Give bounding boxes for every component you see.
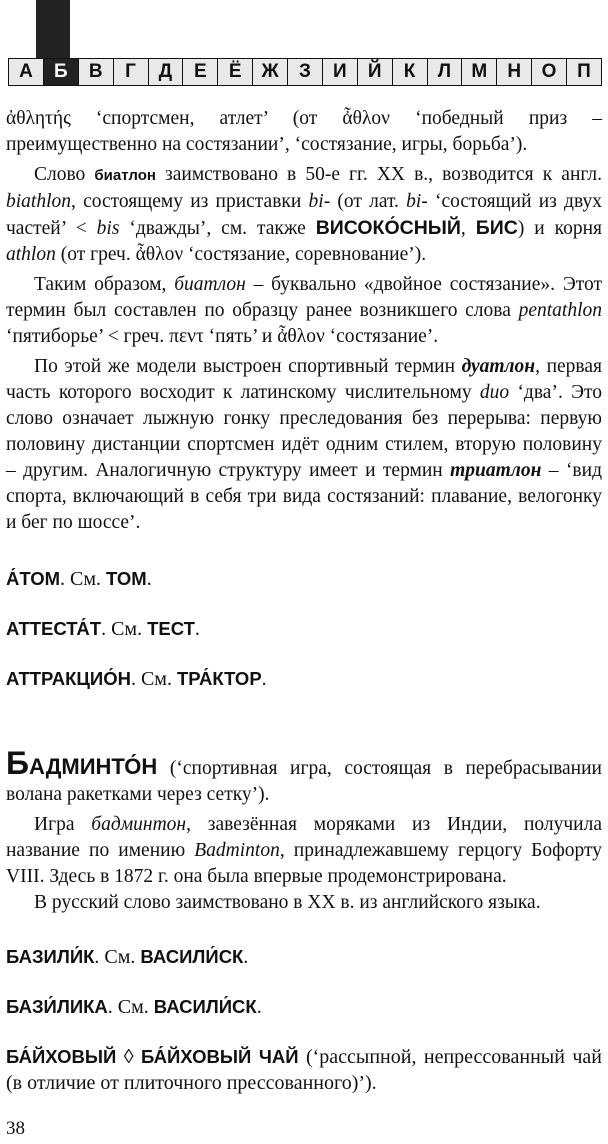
- text: Таким образом,: [34, 274, 175, 295]
- text: , завезённая моряками из Индии, получила название по имению: [6, 814, 602, 861]
- alphabet-letter: О: [532, 59, 567, 85]
- italic-word: бадминтон: [91, 814, 187, 835]
- text: ) и корня: [517, 218, 603, 239]
- entry-atom: [6, 566, 602, 592]
- entry-headword: БАЗИЛИ́К: [6, 946, 95, 967]
- cross-reference: БИС: [475, 217, 518, 239]
- foreign-word: duo: [479, 382, 510, 403]
- alphabet-letter: Й: [358, 59, 393, 85]
- alphabet-letter: З: [288, 59, 323, 85]
- entry-headword: БА́ЙХОВЫЙ: [6, 1046, 117, 1067]
- paragraph-badminton-origin: [6, 812, 602, 890]
- entry-definition: (‘рассыпной, непрессованный чай (в отличие от плиточного прессованного)’).: [6, 1046, 602, 1094]
- paragraph-biathlon-origin: [6, 162, 602, 268]
- entry-bazilik: [6, 944, 602, 970]
- foreign-word: athlon: [6, 244, 56, 265]
- cross-reference: ТОМ: [106, 568, 147, 589]
- text: .: [243, 946, 249, 968]
- text: .: [194, 618, 200, 640]
- alphabet-letter: Г: [114, 59, 149, 85]
- phrase-separator: ◊: [116, 1046, 142, 1068]
- cross-reference: ВИСОКО́СНЫЙ: [315, 217, 461, 239]
- entry-definition: (‘спортивная игра, состоящая в перебрасывании волана ракетками через сетку’).: [6, 758, 602, 805]
- foreign-word: pentathlon: [518, 300, 602, 321]
- entry-headword: БАЗИ́ЛИКА: [6, 996, 108, 1017]
- text: . См.: [101, 618, 148, 640]
- entry-headword: АТТРАКЦИО́Н: [6, 668, 131, 689]
- alphabet-letter: Д: [149, 59, 184, 85]
- text: .: [146, 568, 152, 590]
- text: По этой же модели выстроен спортивный термин: [34, 356, 462, 377]
- active-letter-tab: [36, 0, 70, 60]
- text: ‘пятиборье’ < греч. πεντ ‘пять’ и ἆθλον ‘состязание’.: [6, 326, 439, 347]
- text: , состоящему из приставки: [71, 191, 309, 212]
- term-biathlon: биатлон: [94, 167, 156, 184]
- foreign-word: bis: [96, 218, 120, 239]
- cross-reference: ВАСИЛИ́СК: [140, 946, 244, 967]
- alphabet-letter: К: [393, 59, 428, 85]
- text: , принадлежавшему герцогу Бофорту VIII. Здесь в 1872 г. она была впервые продемонстрирована.: [6, 840, 602, 887]
- entry-attraktsion: [6, 666, 602, 692]
- entry-attestat: [6, 616, 602, 642]
- text: . См.: [107, 996, 154, 1018]
- text: . См.: [60, 568, 107, 590]
- alphabet-letter: Ё: [218, 59, 253, 85]
- italic-word: биатлон: [174, 274, 246, 295]
- alphabet-letter: Л: [428, 59, 463, 85]
- foreign-word: bi-: [308, 191, 331, 212]
- paragraph-biathlon-meaning: [6, 272, 602, 350]
- cross-reference: ТЕСТ: [147, 618, 195, 639]
- page-number: 38: [6, 1118, 25, 1139]
- entry-headword: АДМИНТО́Н: [29, 754, 158, 779]
- alphabet-letter: А: [9, 59, 44, 85]
- text: ‘два’. Это слово означает лыжную гонку преследования без перерыва: первую половину дистанции спортсмен идёт одним стилем, вторую половину – другим. Аналогичную структуру имеет и термин: [6, 382, 602, 481]
- alphabet-letter: Ж: [253, 59, 288, 85]
- entry-headword: А́ТОМ: [6, 568, 61, 589]
- cross-reference: ТРА́КТОР: [176, 668, 262, 689]
- entry-initial-letter: Б: [6, 745, 29, 781]
- text: .: [261, 668, 267, 690]
- alphabet-letter: И: [323, 59, 358, 85]
- page-content: [6, 106, 602, 1096]
- text: Игра: [34, 814, 92, 835]
- entry-phrase: БА́ЙХОВЫЙ ЧАЙ: [141, 1046, 299, 1067]
- alphabet-letter: Е: [183, 59, 218, 85]
- alphabet-letter: Б: [44, 59, 79, 85]
- paragraph-duathlon: [6, 354, 602, 536]
- paragraph-athletes: ἀθλητής ‘спортсмен, атлет’ (от ἆθλον ‘победный приз – преимущественно на состязании’, ‘состязание, игры, борьба’).: [6, 108, 602, 155]
- text: .: [256, 996, 262, 1018]
- foreign-word: Badminton: [194, 840, 280, 861]
- entry-baikhovy: [6, 1044, 602, 1096]
- text: заимствовано в 50-е гг. XX в., возводится к англ.: [155, 164, 602, 185]
- alphabet-letter: Н: [497, 59, 532, 85]
- text: ,: [460, 218, 476, 239]
- text: – ‘вид спорта, включающий в себя три вида состязаний: плавание, велогонку и бег по шоссе’.: [6, 460, 602, 533]
- foreign-word: bi-: [406, 191, 428, 212]
- alphabet-index-bar: [8, 58, 602, 86]
- text: (от лат.: [330, 191, 407, 212]
- text: . См.: [130, 668, 177, 690]
- text: , первая часть которого восходит к латинскому числительному: [6, 356, 602, 403]
- alphabet-letter: П: [577, 61, 591, 82]
- alphabet-letter: М: [462, 59, 497, 85]
- entry-bazilika: [6, 994, 602, 1020]
- term-triathlon: триатлон: [450, 460, 542, 481]
- text: . См.: [94, 946, 141, 968]
- paragraph-badminton-borrowing: В русский слово заимствовано в XX в. из английского языка.: [34, 892, 541, 913]
- foreign-word: biathlon: [6, 191, 72, 212]
- text: Слово: [34, 164, 95, 185]
- entry-badminton: [6, 745, 602, 808]
- text: – буквально «двойное состязание». Этот термин был составлен по образцу ранее возникшего слова: [6, 274, 602, 321]
- text: ‘состоящий из двух частей’ <: [6, 191, 602, 239]
- text: (от греч. ἆθλον ‘состязание, соревнование’).: [55, 244, 427, 265]
- cross-reference: ВАСИЛИ́СК: [153, 996, 257, 1017]
- text: ‘дважды’, см. также: [119, 218, 316, 239]
- term-duathlon: дуатлон: [461, 356, 536, 377]
- entry-headword: АТТЕСТА́Т: [6, 618, 102, 639]
- alphabet-letter: В: [79, 59, 114, 85]
